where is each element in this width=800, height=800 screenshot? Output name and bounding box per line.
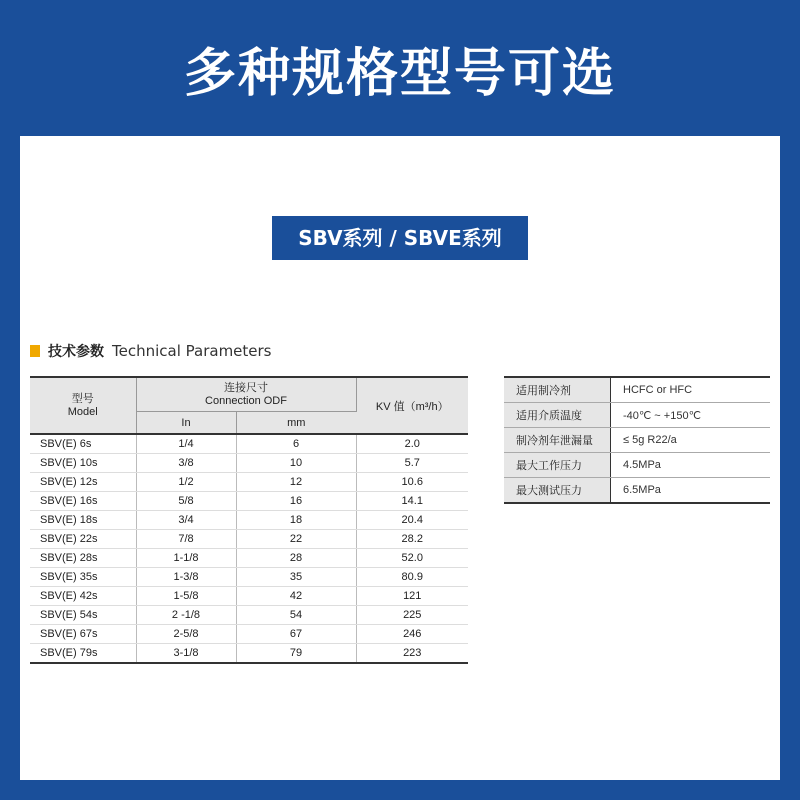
model-cell: SBV(E) 22s bbox=[30, 530, 136, 549]
kv-cell: 10.6 bbox=[356, 473, 468, 492]
spec-label: 适用介质温度 bbox=[504, 403, 611, 428]
table-row bbox=[30, 473, 468, 492]
in-cell: 2 -1/8 bbox=[136, 606, 236, 625]
table-row bbox=[30, 625, 468, 644]
in-cell: 2-5/8 bbox=[136, 625, 236, 644]
table-row bbox=[30, 644, 468, 664]
in-cell: 1/2 bbox=[136, 473, 236, 492]
spec-table bbox=[504, 376, 770, 504]
connection-header-en: Connection ODF bbox=[205, 394, 287, 407]
mm-cell: 22 bbox=[236, 530, 356, 549]
kv-header: KV 值（m³/h） bbox=[356, 377, 468, 434]
model-cell: SBV(E) 18s bbox=[30, 511, 136, 530]
spec-label: 适用制冷剂 bbox=[504, 377, 611, 403]
page-title: 多种规格型号可选 bbox=[183, 44, 616, 104]
kv-cell: 246 bbox=[356, 625, 468, 644]
spec-row bbox=[504, 377, 770, 403]
kv-cell: 121 bbox=[356, 587, 468, 606]
spec-label: 最大工作压力 bbox=[504, 453, 611, 478]
mm-cell: 6 bbox=[236, 434, 356, 454]
model-cell: SBV(E) 79s bbox=[30, 644, 136, 664]
mm-header: mm bbox=[236, 412, 356, 435]
spec-value: HCFC or HFC bbox=[611, 377, 771, 403]
connection-header bbox=[136, 377, 356, 412]
table-row bbox=[30, 587, 468, 606]
mm-cell: 79 bbox=[236, 644, 356, 664]
model-cell: SBV(E) 67s bbox=[30, 625, 136, 644]
in-cell: 1/4 bbox=[136, 434, 236, 454]
kv-cell: 14.1 bbox=[356, 492, 468, 511]
kv-cell: 223 bbox=[403, 647, 422, 659]
spec-value: -40℃ ~ +150℃ bbox=[611, 403, 771, 428]
mm-cell: 67 bbox=[236, 625, 356, 644]
table-row bbox=[30, 511, 468, 530]
mm-cell: 18 bbox=[236, 511, 356, 530]
model-cell: SBV(E) 42s bbox=[30, 587, 136, 606]
spec-table-body bbox=[504, 377, 770, 503]
series-badge: SBV系列 / SBVE系列 bbox=[272, 216, 528, 260]
model-cell: SBV(E) 16s bbox=[30, 492, 136, 511]
section-title-en: Technical Parameters bbox=[112, 342, 272, 360]
model-table-body bbox=[30, 434, 468, 663]
spec-row bbox=[504, 428, 770, 453]
in-cell: 3-1/8 bbox=[136, 644, 236, 664]
spec-value: ≤ 5g R22/a bbox=[611, 428, 771, 453]
in-cell: 1-1/8 bbox=[136, 549, 236, 568]
kv-cell: 2.0 bbox=[356, 434, 468, 454]
mm-cell: 16 bbox=[236, 492, 356, 511]
spec-row bbox=[504, 403, 770, 428]
table-row bbox=[30, 492, 468, 511]
mm-cell: 10 bbox=[236, 454, 356, 473]
table-row bbox=[30, 606, 468, 625]
model-table bbox=[30, 376, 468, 664]
in-cell: 5/8 bbox=[136, 492, 236, 511]
in-cell: 3/8 bbox=[136, 454, 236, 473]
in-cell: 1-5/8 bbox=[136, 587, 236, 606]
mm-cell: 35 bbox=[236, 568, 356, 587]
table-row bbox=[30, 454, 468, 473]
spec-value: 6.5MPa bbox=[623, 484, 661, 496]
spec-value: 4.5MPa bbox=[611, 453, 771, 478]
spec-row bbox=[504, 478, 770, 504]
kv-cell: 80.9 bbox=[356, 568, 468, 587]
connection-header-cn: 连接尺寸 bbox=[224, 381, 268, 394]
mm-cell: 12 bbox=[236, 473, 356, 492]
in-cell: 3/4 bbox=[136, 511, 236, 530]
in-cell: 1-3/8 bbox=[136, 568, 236, 587]
model-cell: SBV(E) 54s bbox=[30, 606, 136, 625]
model-header-en: Model bbox=[67, 405, 98, 418]
spec-label: 制冷剂年泄漏量 bbox=[504, 428, 611, 453]
kv-cell: 5.7 bbox=[356, 454, 468, 473]
table-row bbox=[30, 568, 468, 587]
spec-label: 最大测试压力 bbox=[504, 478, 611, 504]
model-cell: SBV(E) 28s bbox=[30, 549, 136, 568]
content-panel bbox=[20, 136, 780, 780]
model-cell: SBV(E) 12s bbox=[30, 473, 136, 492]
kv-cell: 225 bbox=[356, 606, 468, 625]
kv-cell: 52.0 bbox=[356, 549, 468, 568]
section-heading bbox=[30, 340, 272, 362]
table-row bbox=[30, 549, 468, 568]
model-header bbox=[30, 377, 136, 434]
mm-cell: 54 bbox=[236, 606, 356, 625]
section-marker-icon bbox=[30, 345, 40, 357]
in-header: In bbox=[136, 412, 236, 435]
spec-row bbox=[504, 453, 770, 478]
mm-cell: 42 bbox=[236, 587, 356, 606]
model-cell: SBV(E) 6s bbox=[30, 434, 136, 454]
model-cell: SBV(E) 35s bbox=[30, 568, 136, 587]
section-title-cn: 技术参数 bbox=[48, 344, 104, 360]
model-cell: SBV(E) 10s bbox=[30, 454, 136, 473]
in-cell: 7/8 bbox=[136, 530, 236, 549]
table-row bbox=[30, 530, 468, 549]
kv-cell: 28.2 bbox=[356, 530, 468, 549]
kv-cell: 20.4 bbox=[356, 511, 468, 530]
table-row bbox=[30, 434, 468, 454]
mm-cell: 28 bbox=[236, 549, 356, 568]
model-header-cn: 型号 bbox=[71, 392, 94, 405]
